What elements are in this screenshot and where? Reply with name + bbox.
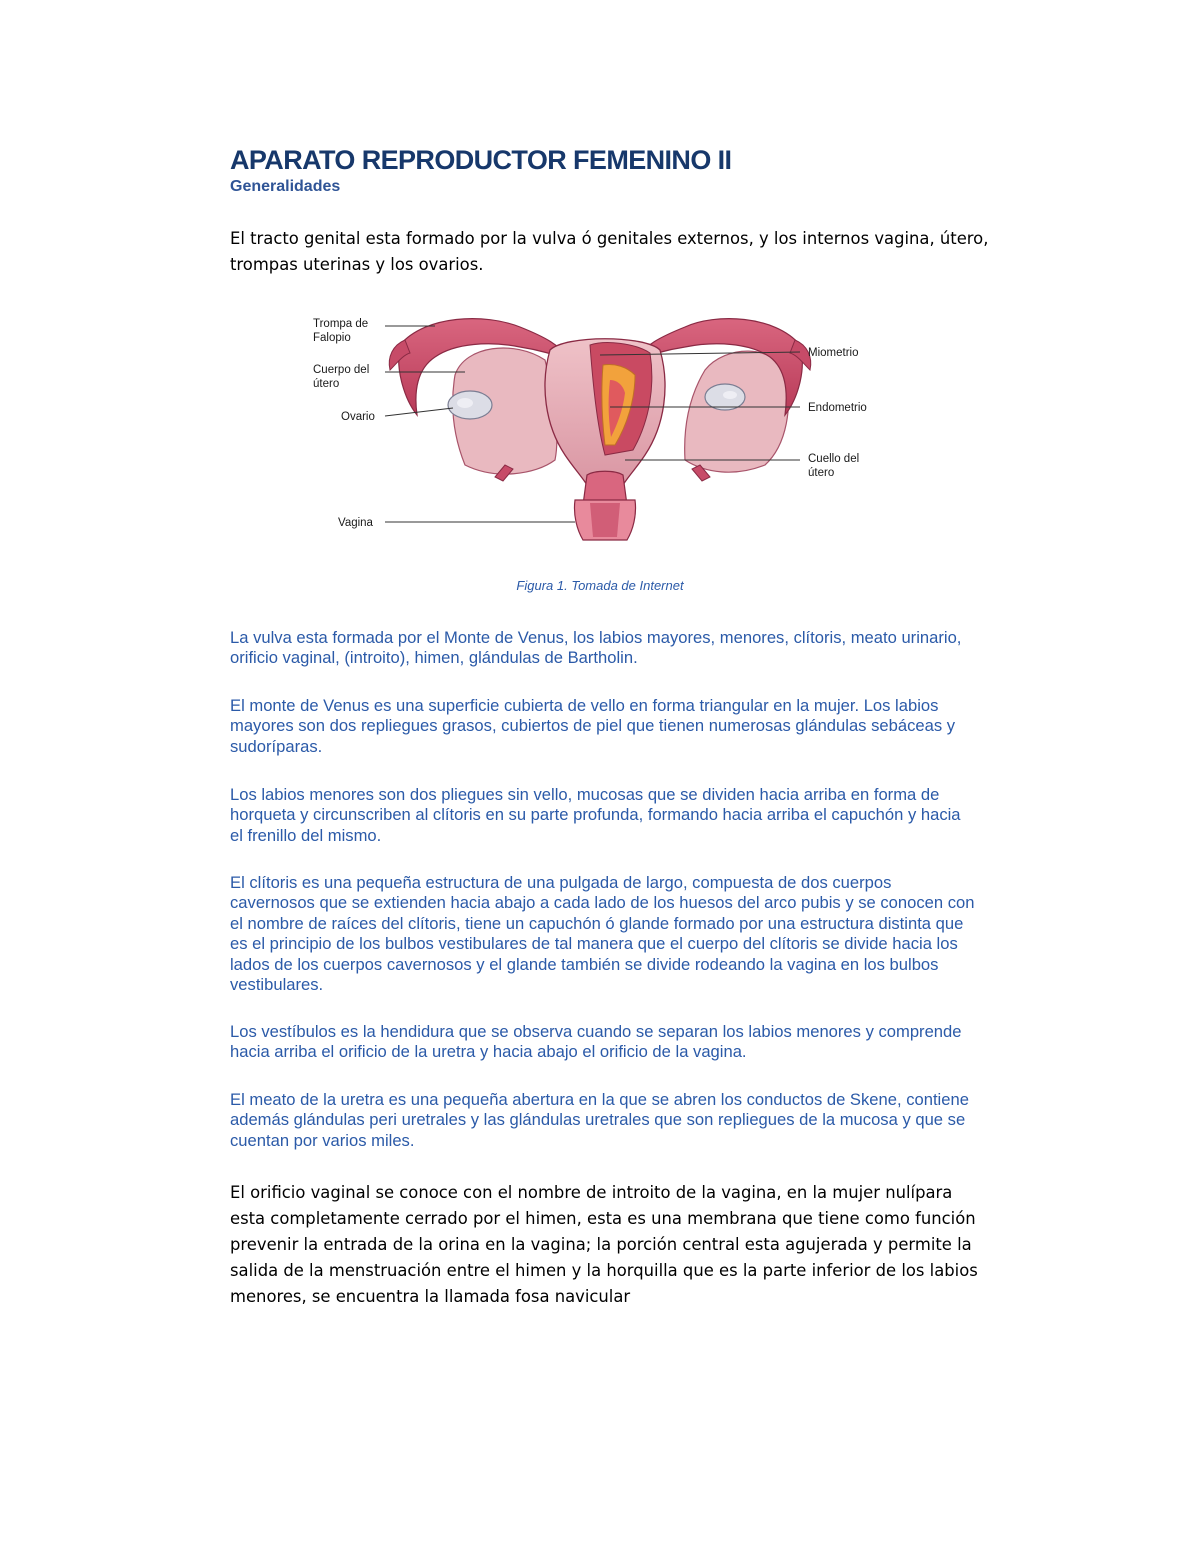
body-paragraph: La vulva esta formada por el Monte de Venus, los labios mayores, menores, clítoris, meato urinario, orificio vaginal, (introito), himen, glándulas de Bartholin. — [230, 628, 962, 668]
label-cuerpo-del-utero-line1: Cuerpo del — [313, 364, 370, 376]
body-paragraph: El monte de Venus es una superficie cubierta de vello en forma triangular en la mujer. Los labios mayores son dos repliegues grasos, cubiertos de piel que tienen numerosas glándulas sebáceas y sudoríparas. — [230, 696, 956, 756]
label-trompa-de-falopio-line1: Trompa de — [313, 318, 369, 330]
document-title: APARATO REPRODUCTOR FEMENINO II — [230, 145, 732, 175]
body-paragraph: Los labios menores son dos pliegues sin vello, mucosas que se dividen hacia arriba en forma de horqueta y circunscriben al clítoris en su parte profunda, formando hacia arriba el capuchón y hacia el frenillo del mismo. — [230, 785, 961, 845]
figure-caption: Figura 1. Tomada de Internet — [516, 578, 684, 593]
section-heading: Generalidades — [230, 178, 341, 195]
label-ovario: Ovario — [341, 411, 375, 423]
label-cuello-del-utero-line2: útero — [808, 467, 835, 479]
label-endometrio: Endometrio — [808, 402, 867, 414]
label-vagina: Vagina — [338, 517, 373, 529]
body-paragraph: Los vestíbulos es la hendidura que se observa cuando se separan los labios menores y comprende hacia arriba el orificio de la uretra y hacia abajo el orificio de la vagina. — [230, 1022, 962, 1062]
label-miometrio: Miometrio — [808, 347, 859, 359]
uterus-anatomy-illustration — [305, 305, 895, 545]
label-cuerpo-del-utero-line2: útero — [313, 378, 340, 390]
body-paragraph: El meato de la uretra es una pequeña abertura en la que se abren los conductos de Skene, contiene además glándulas peri uretrales y las glándulas uretrales que son repliegues de la mucosa y que se cuentan por varios miles. — [230, 1090, 969, 1150]
uterus-anatomy-figure — [305, 305, 895, 545]
intro-paragraph: El tracto genital esta formado por la vulva ó genitales externos, y los internos vagina, útero, trompas uterinas y los ovarios. — [230, 229, 989, 274]
label-cuello-del-utero-line1: Cuello del — [808, 453, 860, 465]
closing-paragraph: El orificio vaginal se conoce con el nombre de introito de la vagina, en la mujer nulípara esta completamente cerrado por el himen, esta es una membrana que tiene como función prevenir la entrada de la orina en la vagina; la porción central esta agujerada y permite la salida de la menstruación entre el himen y la horquilla que es la parte inferior de los labios menores, se encuentra la llamada fosa navicular — [230, 1183, 978, 1306]
body-paragraph: El clítoris es una pequeña estructura de una pulgada de largo, compuesta de dos cuerpos cavernosos que se extienden hacia abajo a cada lado de los huesos del arco pubis y se conocen con el nombre de raíces del clítoris, tiene un capuchón ó glande formado por una estructura distinta que es el principio de los bulbos vestibulares de tal manera que el cuerpo del clítoris se divide hacia los lados de los cuerpos cavernosos y el glande también se divide rodeando la vagina en los bulbos vestibulares. — [230, 873, 975, 995]
label-trompa-de-falopio-line2: Falopio — [313, 332, 351, 344]
